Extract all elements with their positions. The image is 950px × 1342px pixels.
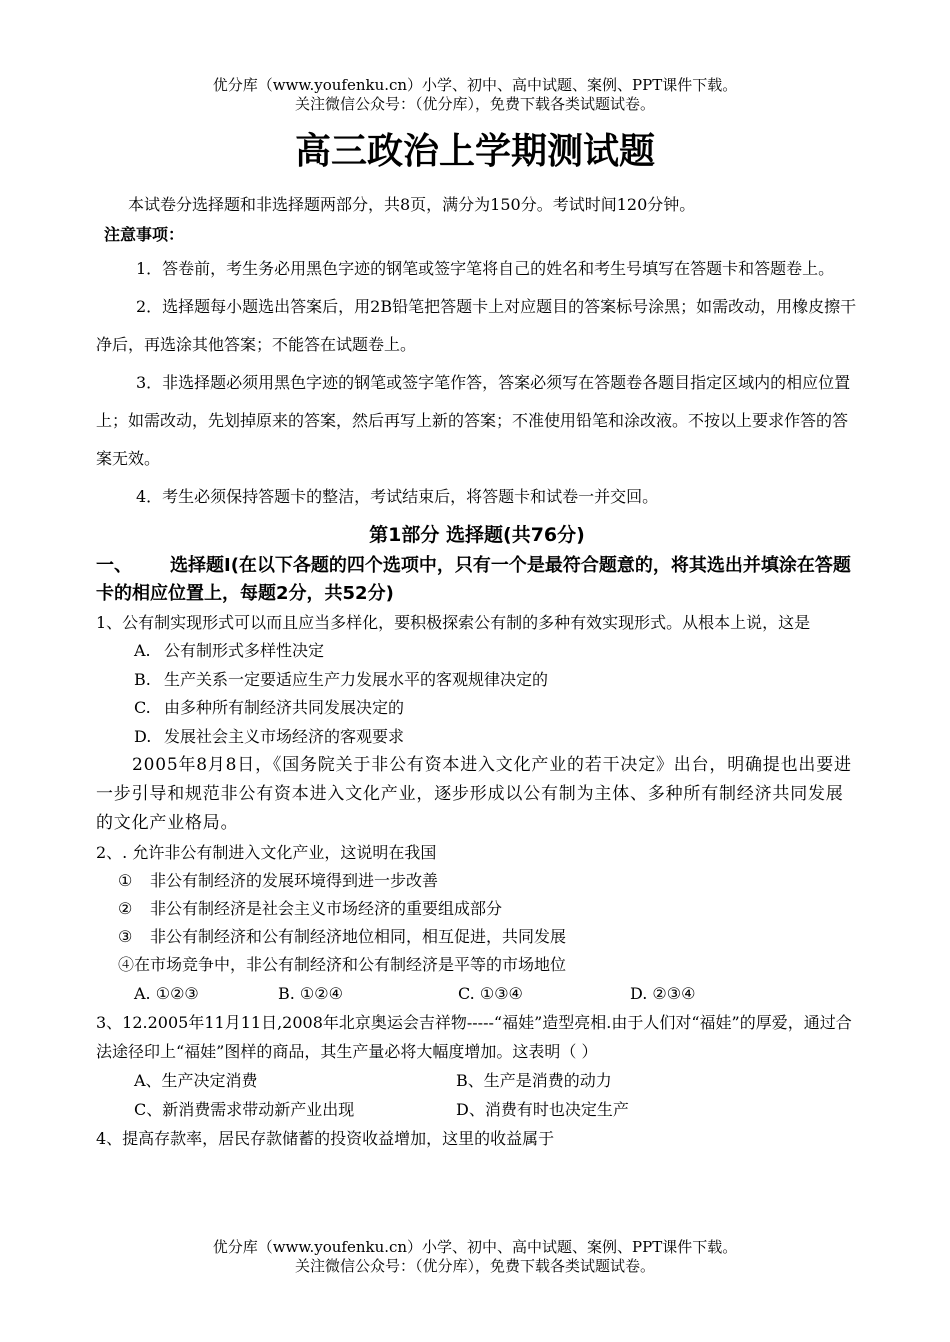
material-passage: 2005年8月8日，《国务院关于非公有资本进入文化产业的若干决定》出台，明确提也出要进一步引导和规范非公有资本进入文化产业，逐步形成以公有制为主体、多种所有制经济共同发展的文化产业格局。: [96, 755, 852, 833]
question-2-item: [96, 923, 858, 951]
question-3-options-row: [96, 1066, 858, 1095]
notice-item: 4．考生必须保持答题卡的整洁，考试结束后，将答题卡和试卷一并交回。: [136, 487, 659, 506]
question-3-option-d: D、消费有时也决定生产: [456, 1100, 629, 1119]
notice-item: 1．答卷前，考生务必用黑色字迹的钢笔或签字笔将自己的姓名和考生号填写在答题卡和答题卷上。: [136, 259, 835, 278]
question-1-option-b: [96, 666, 858, 695]
question-2-option-d: D. ②③④: [630, 984, 696, 1003]
item-label: ②: [118, 899, 133, 918]
notice-heading: 注意事项：: [104, 225, 185, 244]
option-label: B.: [134, 669, 151, 689]
question-1-stem: 1、公有制实现形式可以而且应当多样化，要积极探索公有制的多种有效实现形式。从根本上说，这是: [96, 613, 811, 632]
question-1-option-a: [96, 637, 858, 666]
notice-item: 2．选择题每小题选出答案后，用2B铅笔把答题卡上对应题目的答案标号涂黑；如需改动，用橡皮擦干净后，再选涂其他答案；不能答在试题卷上。: [96, 297, 857, 354]
exam-body: [96, 190, 858, 1153]
part-instructions: 选择题I(在以下各题的四个选项中，只有一个是最符合题意的，将其选出并填涂在答题卡的相应位置上，每题2分，共52分): [96, 555, 851, 604]
question-2-option-a: A. ①②③: [134, 984, 199, 1003]
item-label: ④: [118, 955, 135, 974]
question-3-option-c: C、新消费需求带动新产业出现: [134, 1100, 355, 1119]
question-3-option-b: B、生产是消费的动力: [456, 1071, 612, 1090]
option-text: 公有制形式多样性决定: [164, 641, 325, 660]
part-heading: [96, 552, 858, 608]
intro-text: 本试卷分选择题和非选择题两部分，共8页，满分为150分。考试时间120分钟。: [128, 195, 696, 214]
item-label: ③: [118, 927, 133, 946]
page-header: [0, 76, 950, 114]
question-2-options: [96, 979, 858, 1008]
page-footer: [0, 1238, 950, 1276]
question-2-item: [96, 867, 858, 895]
option-label: D.: [134, 726, 152, 746]
option-label: C.: [134, 698, 151, 717]
question-3-options-row: [96, 1095, 858, 1124]
item-text: 在市场竞争中，非公有制经济和公有制经济是平等的市场地位: [134, 955, 567, 974]
question-3-option-a: A、生产决定消费: [134, 1071, 258, 1090]
header-line-2: 关注微信公众号：（优分库），免费下载各类试题试卷。: [294, 95, 655, 113]
part-number: 一、: [96, 555, 132, 576]
question-4-stem: 4、提高存款率，居民存款储蓄的投资收益增加，这里的收益属于: [96, 1129, 555, 1148]
question-1-option-c: [96, 694, 858, 723]
item-text: 非公有制经济和公有制经济地位相同，相互促进，共同发展: [150, 927, 567, 946]
option-text: 生产关系一定要适应生产力发展水平的客观规律决定的: [164, 669, 549, 689]
exam-title: 高三政治上学期测试题: [294, 131, 655, 172]
option-label: A.: [134, 641, 151, 660]
question-2-item: [96, 895, 858, 923]
question-3-stem: 3、12.2005年11月11日,2008年北京奥运会吉祥物-----“福娃”造型亮相.由于人们对“福娃”的厚爱，通过合法途径印上“福娃”图样的商品，其生产量必将大幅度增加。这表明（ ）: [96, 1013, 852, 1061]
option-text: 由多种所有制经济共同发展决定的: [164, 698, 405, 717]
question-2-option-b: B. ①②④: [278, 984, 343, 1003]
question-2-item: [96, 951, 858, 979]
question-1-option-d: [96, 723, 858, 752]
section-title: 第1部分 选择题(共76分): [369, 524, 585, 546]
footer-line-2: 关注微信公众号：（优分库），免费下载各类试题试卷。: [294, 1257, 655, 1275]
notice-item: 3．非选择题必须用黑色字迹的钢笔或签字笔作答，答案必须写在答题卷各题目指定区域内的相应位置上；如需改动，先划掉原来的答案，然后再写上新的答案；不准使用铅笔和涂改液。不按以上要求作答的答案无效。: [96, 373, 851, 468]
question-2-stem: 2、. 允许非公有制进入文化产业，这说明在我国: [96, 843, 437, 862]
item-text: 非公有制经济的发展环境得到进一步改善: [150, 871, 439, 890]
item-label: ①: [118, 871, 133, 890]
question-2-option-c: C. ①③④: [458, 984, 523, 1003]
item-text: 非公有制经济是社会主义市场经济的重要组成部分: [150, 899, 503, 918]
option-text: 发展社会主义市场经济的客观要求: [164, 726, 405, 746]
header-line-1: 优分库（www.youfenku.cn）小学、初中、高中试题、案例、PPT课件下载。: [212, 76, 738, 94]
footer-line-1: 优分库（www.youfenku.cn）小学、初中、高中试题、案例、PPT课件下载。: [212, 1238, 738, 1256]
